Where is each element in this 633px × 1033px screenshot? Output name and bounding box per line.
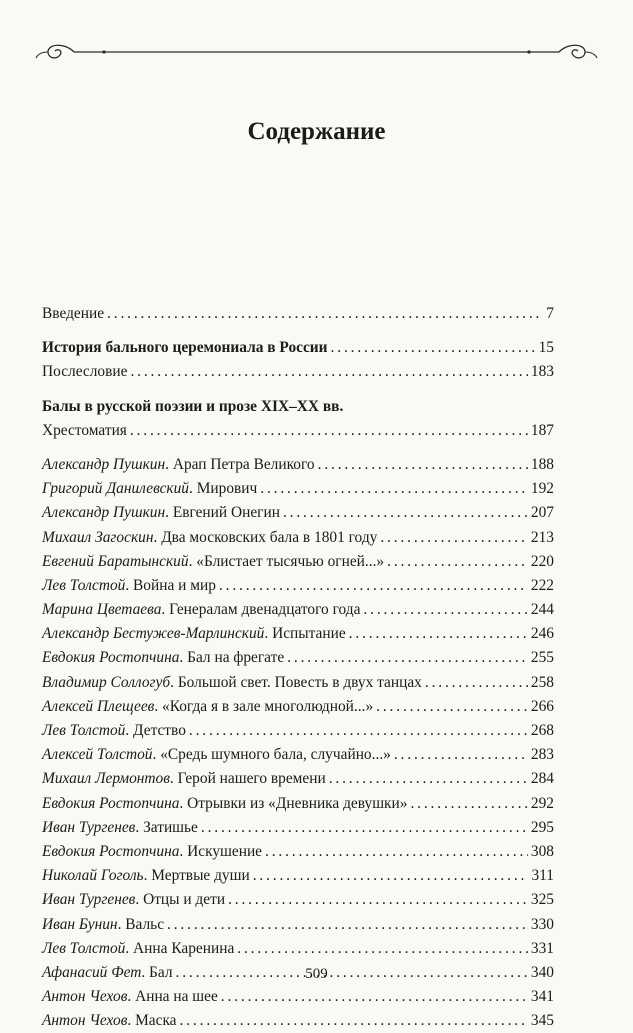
- entry-title: [42, 302, 104, 326]
- entry-author: Евгений Баратынский: [42, 552, 189, 570]
- entry-text: История бального церемониала в России: [42, 339, 328, 357]
- entry-title: Антон Чехов. Анна на шее: [42, 988, 218, 1006]
- entry-title: Владимир Соллогуб. Большой свет. Повесть в двух танцах: [42, 673, 422, 691]
- dot-leader: [130, 419, 528, 443]
- entry-title: Евгений Баратынский. «Блистает тысячью огней...»: [42, 552, 385, 570]
- toc-entry: [42, 888, 554, 912]
- entry-page-number: 246: [530, 625, 554, 643]
- entry-text: Хрестоматия: [42, 421, 127, 439]
- entry-page-number: 330: [530, 915, 554, 933]
- entry-page-number: 308: [530, 842, 554, 860]
- entry-page-number: 292: [530, 794, 554, 812]
- toc-entry: [42, 937, 554, 961]
- entry-text: «Средь шумного бала, случайно...»: [160, 746, 391, 764]
- dot-leader: [130, 360, 527, 384]
- entry-text: Арап Петра Великого: [172, 455, 315, 473]
- entry-title: Афанасий Фет. Бал: [42, 963, 173, 981]
- entry-author: Евдокия Ростопчина: [42, 794, 180, 812]
- entry-page-number: 222: [530, 576, 554, 594]
- entry-text: Испытание: [272, 625, 346, 643]
- entry-author: Лев Толстой: [42, 722, 126, 739]
- entry-title: Евдокия Ростопчина. Бал на фрегате: [42, 649, 285, 667]
- entry-title: [42, 336, 328, 360]
- entry-text: Послесловие: [42, 363, 128, 381]
- toc-entry: [42, 501, 554, 525]
- entry-author: Владимир Соллогуб: [42, 673, 171, 691]
- entry-title: Алексей Толстой. «Средь шумного бала, случайно...»: [42, 746, 391, 764]
- dot-leader: [387, 550, 528, 574]
- entry-text: Два московских бала в 1801 году: [161, 528, 378, 546]
- entry-page-number: 325: [530, 891, 554, 909]
- entry-author: Антон Чехов: [42, 988, 128, 1006]
- dot-leader: [180, 1009, 528, 1033]
- toc-entry: [42, 985, 554, 1009]
- entry-author: Алексей Плещеев: [42, 697, 155, 715]
- dot-leader: [221, 985, 528, 1009]
- entry-author: Евдокия Ростопчина: [42, 842, 180, 860]
- entry-page-number: 284: [530, 770, 554, 788]
- entry-title: Марина Цветаева. Генералам двенадцатого года: [42, 601, 361, 619]
- toc-entry: [42, 302, 554, 326]
- toc-entry: [42, 913, 554, 937]
- section-gap: [42, 443, 554, 453]
- entry-text: Анна Каренина: [133, 939, 235, 957]
- entry-page-number: 266: [530, 697, 554, 715]
- entry-author: Алексей Толстой: [42, 746, 153, 764]
- dot-leader: [228, 888, 528, 912]
- dot-leader: [189, 719, 528, 743]
- entry-text: Маска: [135, 1012, 177, 1030]
- entry-page-number: 331: [530, 939, 554, 957]
- entry-text: Большой свет. Повесть в двух танцах: [177, 673, 422, 691]
- dot-leader: [253, 864, 529, 888]
- entry-title: Лев Толстой. Анна Каренина: [42, 939, 235, 957]
- toc-entry: [42, 767, 554, 791]
- entry-text: Герой нашего времени: [177, 770, 326, 788]
- entry-title: Лев Толстой. Война и мир: [42, 576, 216, 594]
- entry-text: Отцы и дети: [143, 891, 226, 909]
- toc-entry: [42, 743, 554, 767]
- entry-text: Балы в русской поэзии и прозе XIX–XX вв.: [42, 397, 344, 415]
- entry-text: Мертвые души: [151, 867, 250, 885]
- entry-title: Иван Тургенев. Затишье: [42, 818, 198, 836]
- entry-page-number: 268: [530, 722, 554, 739]
- toc-entry: [42, 453, 554, 477]
- entry-text: Вальс: [125, 915, 165, 933]
- toc-entry: [42, 336, 554, 360]
- toc-entry: [42, 695, 554, 719]
- entry-page-number: 340: [530, 963, 554, 981]
- entry-title: Александр Пушкин. Арап Петра Великого: [42, 455, 315, 473]
- entry-page-number: 183: [530, 363, 554, 381]
- entry-title: Николай Гоголь. Мертвые души: [42, 867, 250, 885]
- entry-title: Евдокия Ростопчина. Отрывки из «Дневника девушки»: [42, 794, 408, 812]
- header-ornament: [34, 40, 599, 64]
- toc-entry: [42, 646, 554, 670]
- dot-leader: [219, 574, 528, 598]
- page-title: Содержание: [247, 118, 386, 145]
- entry-author: Антон Чехов: [42, 1012, 128, 1030]
- dot-leader: [376, 695, 528, 719]
- toc-entry: [42, 816, 554, 840]
- toc-entry: [42, 719, 554, 743]
- dot-leader: [107, 302, 543, 326]
- entry-author: Александр Пушкин: [42, 455, 166, 473]
- dot-leader: [380, 526, 528, 550]
- entry-page-number: 213: [530, 528, 554, 546]
- dot-leader: [287, 646, 528, 670]
- entry-title: Лев Толстой. Детство: [42, 722, 186, 739]
- entry-author: Александр Пушкин: [42, 504, 166, 522]
- dot-leader: [260, 477, 528, 501]
- entry-title: Алексей Плещеев. «Когда я в зале многолюдной...»: [42, 697, 374, 715]
- entry-text: «Блистает тысячью огней...»: [196, 552, 385, 570]
- dot-leader: [363, 598, 527, 622]
- toc-entry: [42, 550, 554, 574]
- entry-text: «Когда я в зале многолюдной...»: [162, 697, 374, 715]
- dot-leader: [329, 767, 528, 791]
- entry-title: [42, 360, 127, 384]
- section-gap: [42, 385, 554, 395]
- entry-author: Григорий Данилевский: [42, 480, 189, 498]
- entry-author: Евдокия Ростопчина: [42, 649, 180, 667]
- toc-entry: [42, 419, 554, 443]
- entry-title: Антон Чехов. Маска: [42, 1012, 177, 1030]
- entry-page-number: 7: [546, 305, 554, 322]
- table-of-contents: [42, 302, 554, 1033]
- entry-text: Генералам двенадцатого года: [169, 601, 361, 619]
- entry-text: Война и мир: [133, 576, 216, 594]
- entry-text: Детство: [133, 722, 186, 739]
- entry-author: Марина Цветаева: [42, 601, 162, 619]
- dot-leader: [283, 501, 528, 525]
- entry-page-number: 345: [530, 1012, 554, 1030]
- dot-leader: [331, 336, 536, 360]
- dot-leader: [425, 671, 528, 695]
- entry-title: Евдокия Ростопчина. Искушение: [42, 842, 263, 860]
- dot-leader: [349, 622, 528, 646]
- entry-author: Михаил Загоскин: [42, 528, 154, 546]
- entry-title: Иван Бунин. Вальс: [42, 915, 165, 933]
- entry-page-number: 192: [530, 480, 554, 498]
- dot-leader: [318, 453, 528, 477]
- toc-entry: [42, 574, 554, 598]
- entry-author: Афанасий Фет: [42, 963, 142, 981]
- entry-text: Отрывки из «Дневника девушки»: [187, 794, 408, 812]
- entry-text: Бал: [149, 963, 173, 981]
- entry-author: Иван Тургенев: [42, 891, 136, 909]
- entry-title: Григорий Данилевский. Мирович: [42, 480, 258, 498]
- entry-page-number: 341: [530, 988, 554, 1006]
- dot-leader: [201, 816, 528, 840]
- entry-author: Михаил Лермонтов: [42, 770, 170, 788]
- entry-page-number: 15: [538, 339, 554, 357]
- entry-author: Александр Бестужев-Марлинский: [42, 625, 265, 643]
- entry-page-number: 187: [530, 421, 554, 439]
- entry-page-number: 295: [530, 818, 554, 836]
- toc-entry: [42, 526, 554, 550]
- dot-leader: [265, 840, 528, 864]
- entry-author: Иван Бунин: [42, 915, 118, 933]
- entry-author: Лев Толстой: [42, 576, 126, 594]
- entry-text: Анна на шее: [135, 988, 218, 1006]
- toc-entry: [42, 477, 554, 501]
- entry-text: Введение: [42, 305, 105, 322]
- toc-entry: [42, 840, 554, 864]
- dot-leader: [237, 937, 528, 961]
- toc-entry: [42, 360, 554, 384]
- entry-author: Николай Гоголь: [42, 867, 144, 885]
- entry-text: Бал на фрегате: [187, 649, 285, 667]
- entry-author: Лев Толстой: [42, 939, 126, 957]
- entry-text: Евгений Онегин: [172, 504, 280, 522]
- entry-title: [42, 419, 127, 443]
- dot-leader: [394, 743, 528, 767]
- toc-entry: [42, 1009, 554, 1033]
- entry-title: Михаил Лермонтов. Герой нашего времени: [42, 770, 326, 788]
- dot-leader: [167, 913, 528, 937]
- entry-page-number: 311: [531, 867, 554, 885]
- entry-title: Иван Тургенев. Отцы и дети: [42, 891, 226, 909]
- entry-page-number: 258: [530, 673, 554, 691]
- entry-page-number: 244: [530, 601, 554, 619]
- entry-author: Иван Тургенев: [42, 818, 136, 836]
- entry-page-number: 255: [530, 649, 554, 667]
- toc-entry: [42, 671, 554, 695]
- toc-entry: [42, 395, 554, 419]
- toc-entry: [42, 598, 554, 622]
- toc-entry: [42, 792, 554, 816]
- entry-text: Мирович: [196, 480, 258, 498]
- entry-page-number: 283: [530, 746, 554, 764]
- entry-title: Александр Пушкин. Евгений Онегин: [42, 504, 280, 522]
- entry-page-number: 188: [530, 455, 554, 473]
- entry-title: Александр Бестужев-Марлинский. Испытание: [42, 625, 346, 643]
- toc-entry: [42, 622, 554, 646]
- entry-title: [42, 395, 343, 419]
- entry-text: Искушение: [187, 842, 263, 860]
- entry-page-number: 220: [530, 552, 554, 570]
- dot-leader: [410, 792, 527, 816]
- entry-title: Михаил Загоскин. Два московских бала в 1801 году: [42, 528, 378, 546]
- toc-entry: [42, 864, 554, 888]
- entry-text: Затишье: [143, 818, 198, 836]
- entry-page-number: 207: [530, 504, 554, 522]
- page-number: 509: [305, 966, 328, 982]
- section-gap: [42, 326, 554, 336]
